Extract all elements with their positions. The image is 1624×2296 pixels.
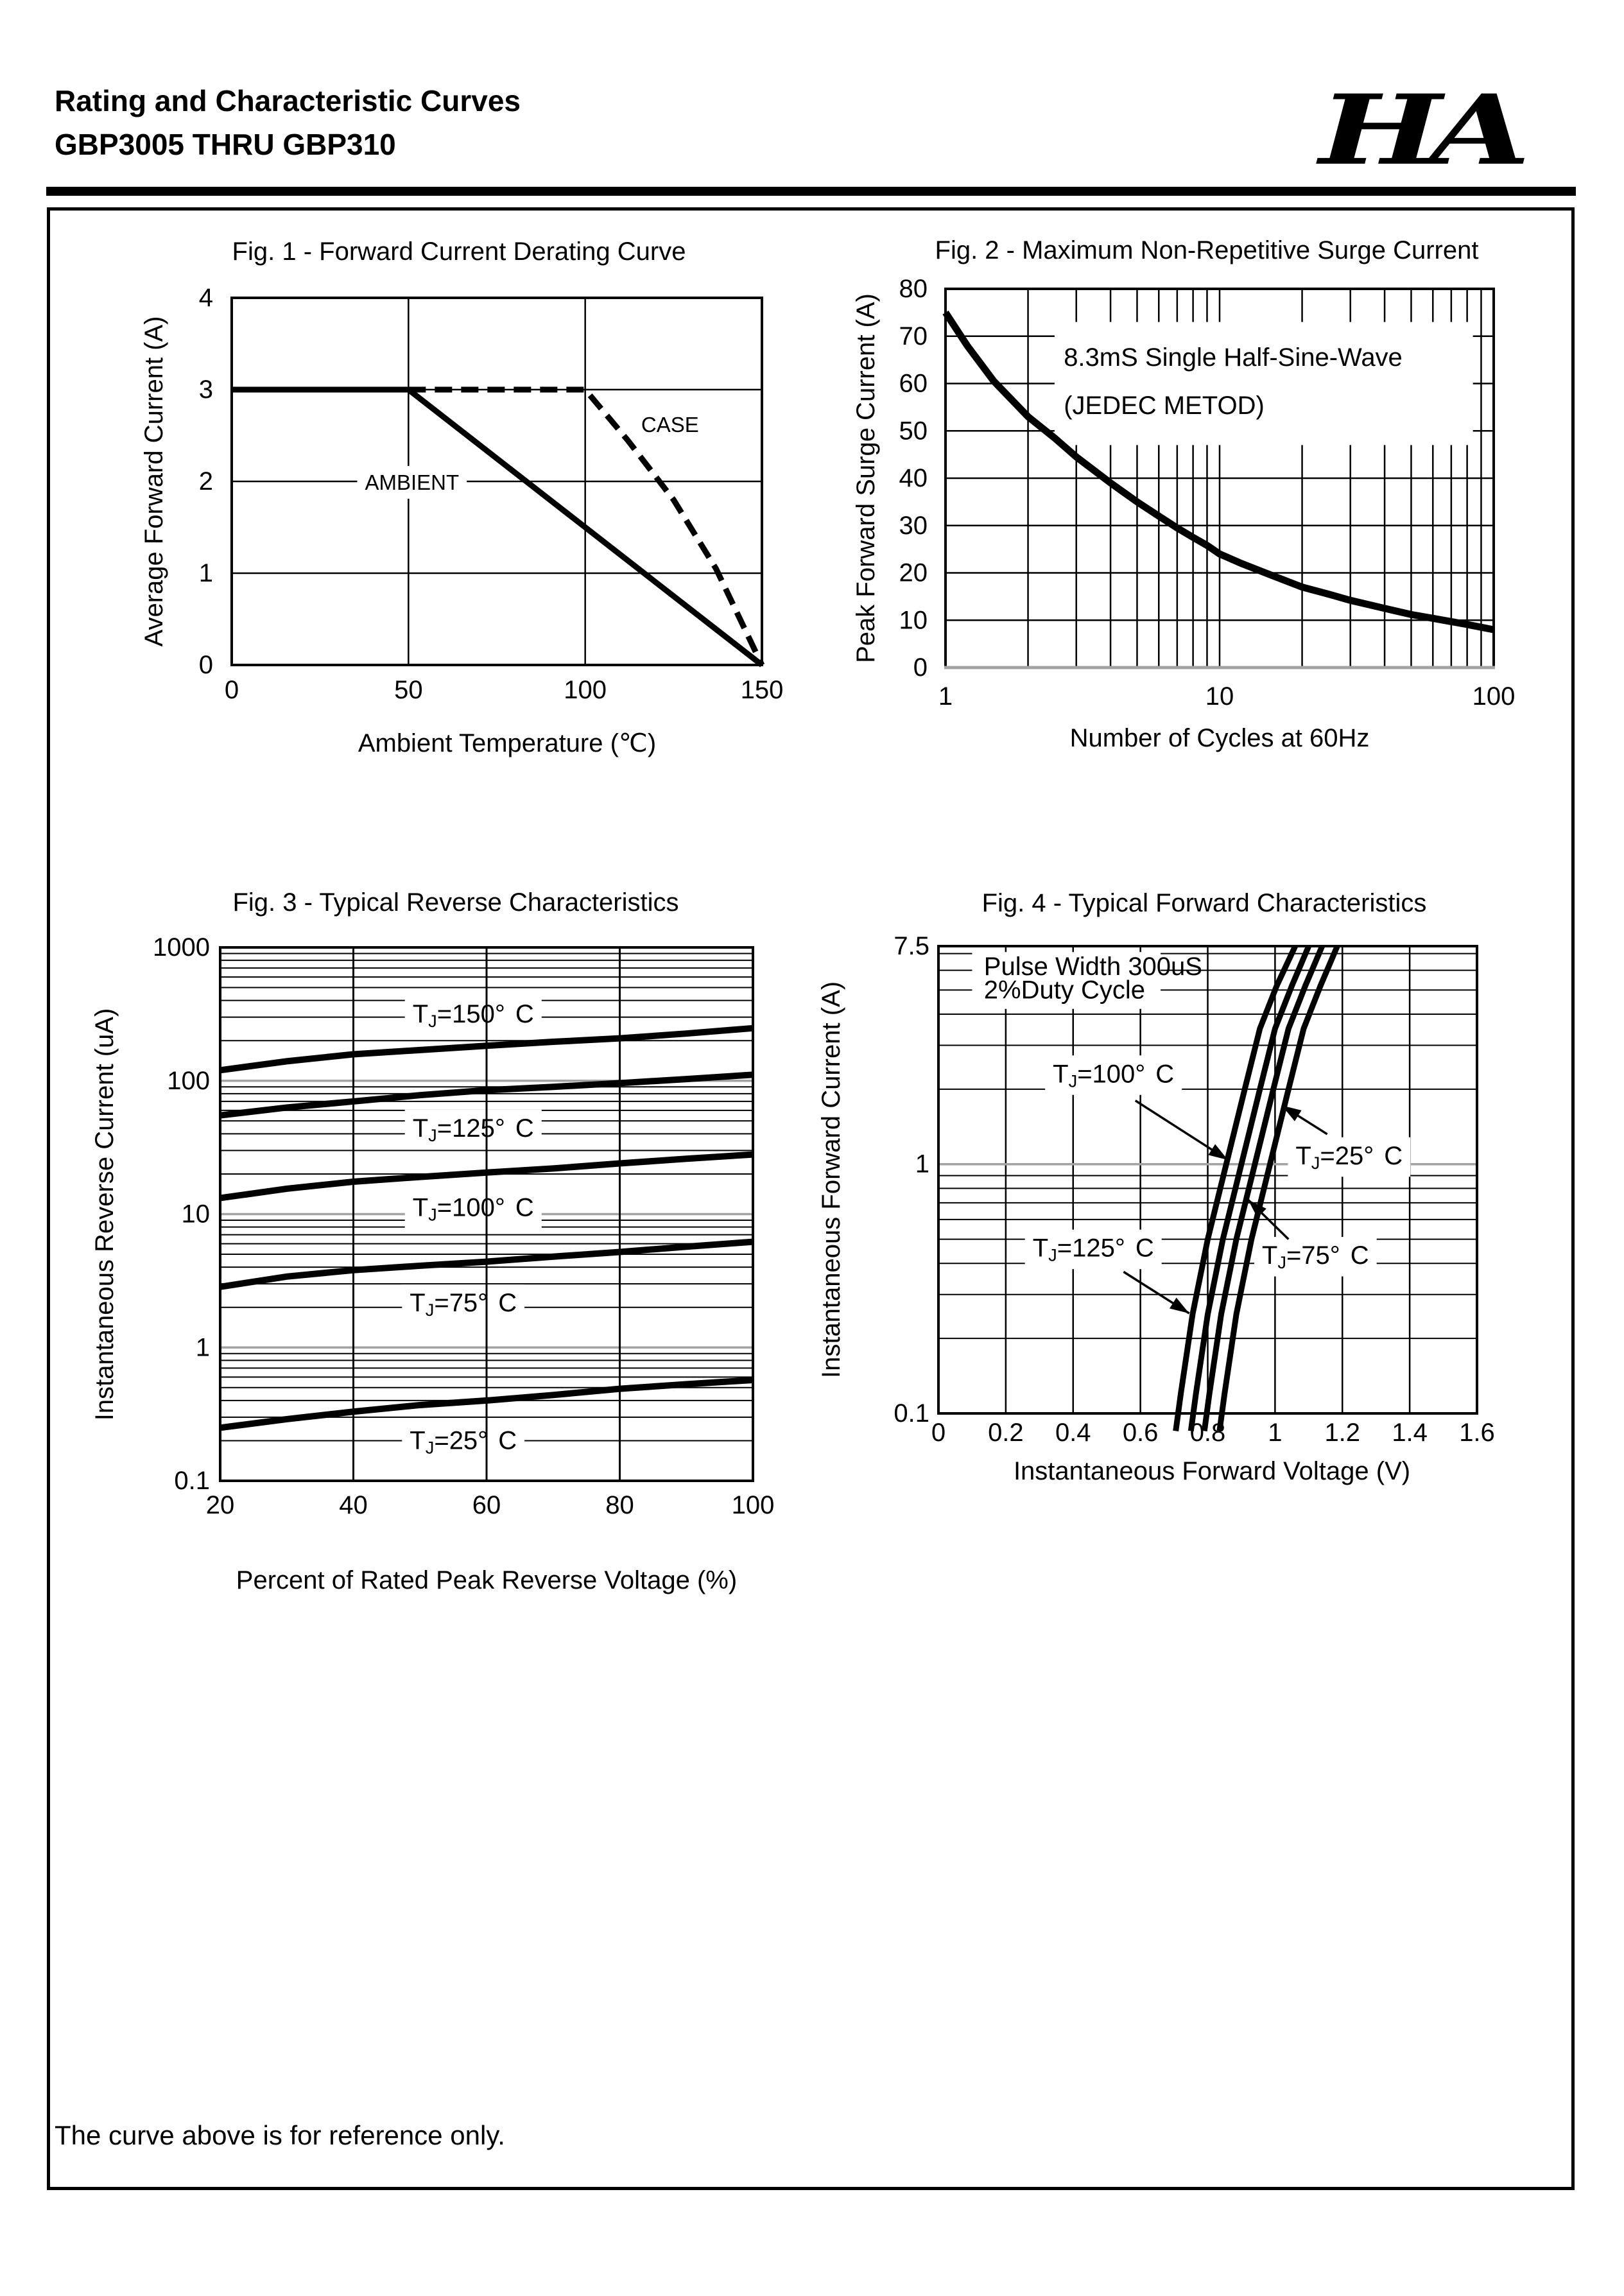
fig3-curve-label: $T_J=100^\circ$ C [412, 1193, 534, 1224]
fig3-curve-label: $T_J=150^\circ$ C [412, 999, 534, 1031]
fig2-note-line: (JEDEC METOD) [1064, 392, 1265, 420]
y-tick-label: 0.1 [894, 1399, 929, 1428]
y-tick-label: 3 [198, 375, 213, 404]
y-tick-label: 1 [195, 1333, 210, 1362]
fig4-curve-label: $T_J=125^\circ$ C [1032, 1234, 1154, 1265]
fig2-chart [852, 236, 1515, 752]
y-tick-label: 4 [198, 284, 213, 312]
fig2-y-axis-title: Peak Forward Surge Current (A) [852, 293, 880, 663]
x-tick-label: 100 [731, 1491, 775, 1519]
y-tick-label: 10 [181, 1200, 210, 1229]
fig3-curve-label: $T_J=125^\circ$ C [412, 1114, 534, 1145]
fig1-curve-label: AMBIENT [365, 470, 460, 494]
x-tick-label: 20 [205, 1491, 235, 1519]
fig2-note-line: 8.3mS Single Half-Sine-Wave [1064, 343, 1403, 372]
x-tick-label: 1.2 [1324, 1419, 1361, 1447]
x-tick-label: 0.8 [1189, 1419, 1226, 1447]
fig1-y-axis-title: Average Forward Current (A) [140, 316, 168, 647]
fig3-curve-label: $T_J=25^\circ$ C [410, 1426, 517, 1457]
fig2-title: Fig. 2 - Maximum Non-Repetitive Surge Current [935, 236, 1479, 264]
y-tick-label: 1000 [153, 933, 210, 962]
x-tick-label: 150 [740, 676, 784, 704]
fig4-note-line: 2%Duty Cycle [983, 976, 1145, 1005]
x-tick-label: 100 [564, 676, 607, 704]
fig4-y-axis-title: Instantaneous Forward Current (A) [817, 981, 845, 1379]
fig4-tj100-arrow [1136, 1101, 1228, 1160]
fig2-note-box [1055, 322, 1473, 445]
arrow-head [1170, 1298, 1189, 1313]
y-tick-label: 20 [899, 558, 928, 587]
x-tick-label: 1 [1268, 1419, 1283, 1447]
x-tick-label: 40 [339, 1491, 368, 1519]
fig4-note-line: Pulse Width 300uS [983, 953, 1202, 981]
fig4-x-axis-title: Instantaneous Forward Voltage (V) [1013, 1457, 1411, 1485]
y-tick-label: 0.1 [174, 1467, 210, 1495]
x-tick-label: 1.6 [1459, 1419, 1495, 1447]
x-tick-label: 60 [472, 1491, 501, 1519]
x-tick-label: 50 [394, 676, 423, 704]
x-tick-label: 1.4 [1392, 1419, 1428, 1447]
y-tick-label: 10 [899, 606, 928, 635]
y-tick-label: 80 [899, 275, 928, 303]
y-tick-label: 7.5 [894, 932, 929, 960]
y-tick-label: 1 [198, 559, 213, 587]
y-tick-label: 2 [198, 467, 213, 496]
fig2-x-axis-title: Number of Cycles at 60Hz [1069, 724, 1370, 752]
x-tick-label: 80 [605, 1491, 634, 1519]
fig4-curve-label: $T_J=75^\circ$ C [1261, 1241, 1369, 1272]
fig4-chart [817, 889, 1495, 1485]
y-tick-label: 60 [899, 369, 928, 398]
fig1-x-axis-title: Ambient Temperature (℃) [358, 729, 657, 757]
fig3-chart [91, 888, 774, 1594]
fig4-title: Fig. 4 - Typical Forward Characteristics [981, 889, 1427, 917]
fig4-tj25-arrow [1282, 1105, 1327, 1134]
fig3-curve-label: $T_J=75^\circ$ C [410, 1289, 517, 1320]
x-tick-label: 0.4 [1055, 1419, 1091, 1447]
fig4-curve-label: $T_J=100^\circ$ C [1053, 1060, 1175, 1091]
fig4-curve-label: $T_J=25^\circ$ C [1295, 1141, 1403, 1173]
fig3-title: Fig. 3 - Typical Reverse Characteristics [232, 888, 679, 917]
reference-note: The curve above is for reference only. [55, 2120, 505, 2150]
y-tick-label: 1 [915, 1150, 929, 1178]
fig1-title: Fig. 1 - Forward Current Derating Curve [232, 237, 686, 266]
fig1-chart [140, 237, 783, 757]
x-tick-label: 0 [931, 1419, 946, 1447]
y-tick-label: 100 [167, 1066, 210, 1095]
x-tick-label: 1 [938, 682, 953, 711]
part-number-range: GBP3005 THRU GBP310 [55, 128, 396, 161]
y-tick-label: 50 [899, 417, 928, 445]
x-tick-label: 100 [1472, 682, 1516, 711]
y-tick-label: 30 [899, 511, 928, 540]
fig3-y-axis-title: Instantaneous Reverse Current (uA) [91, 1008, 119, 1421]
arrow-head [1208, 1144, 1228, 1161]
y-tick-label: 0 [198, 651, 213, 679]
y-tick-label: 0 [913, 653, 928, 682]
y-tick-label: 70 [899, 322, 928, 350]
page-title: Rating and Characteristic Curves [55, 84, 521, 117]
x-tick-label: 0.6 [1122, 1419, 1159, 1447]
fig4-tj125-arrow [1123, 1272, 1189, 1313]
x-tick-label: 0 [224, 676, 239, 704]
fig1-curve-label: CASE [641, 412, 699, 436]
x-tick-label: 0.2 [988, 1419, 1024, 1447]
y-tick-label: 40 [899, 464, 928, 492]
manufacturer-logo: HA [1319, 74, 1519, 187]
fig3-x-axis-title: Percent of Rated Peak Reverse Voltage (%) [236, 1566, 738, 1594]
x-tick-label: 10 [1205, 682, 1234, 711]
